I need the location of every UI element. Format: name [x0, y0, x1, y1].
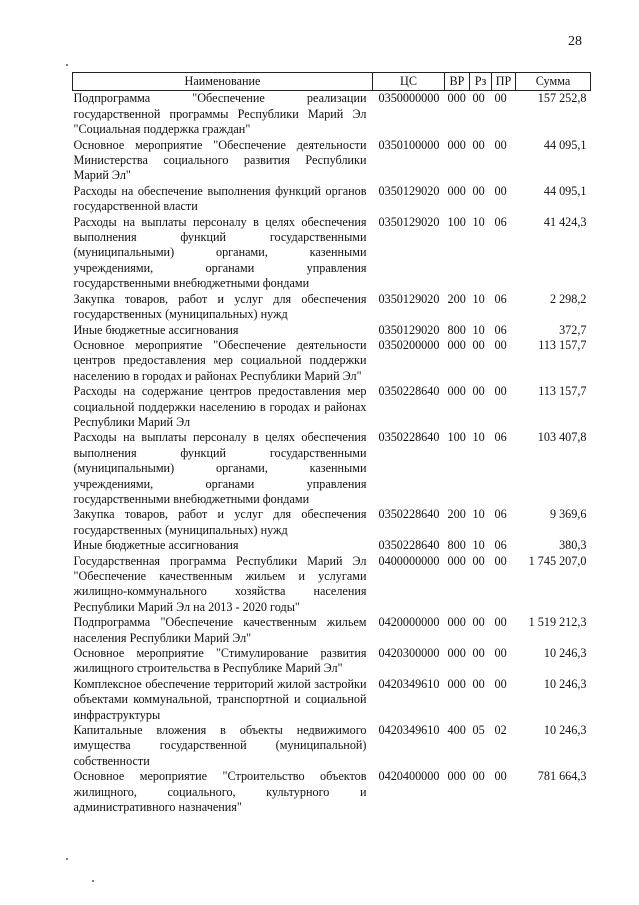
- cell-vr: 000: [447, 553, 466, 568]
- table-row: [73, 184, 591, 215]
- table-row: [73, 554, 591, 616]
- cell-sum: 1 519 212,3: [528, 615, 587, 630]
- cell-name: Капитальные вложения в объекты недвижимого имущества государственной (муниципальной) собственности: [73, 723, 367, 768]
- cell-rz: 00: [472, 615, 485, 630]
- cell-pr: 06: [494, 214, 507, 229]
- cell-pr: 06: [494, 538, 507, 553]
- cell-sum: 781 664,3: [537, 769, 587, 784]
- cell-vr: 000: [447, 384, 466, 399]
- header-pr: ПР: [492, 73, 516, 91]
- cell-rz: 10: [472, 538, 485, 553]
- header-name: Наименование: [73, 73, 373, 91]
- cell-cs: 0350129020: [378, 214, 440, 229]
- cell-sum: 2 298,2: [549, 291, 587, 306]
- cell-pr: 00: [494, 91, 507, 106]
- cell-sum: 41 424,3: [543, 214, 587, 229]
- cell-rz: 10: [472, 291, 485, 306]
- cell-rz: 00: [472, 384, 485, 399]
- cell-vr: 200: [447, 507, 466, 522]
- table-row: [73, 723, 591, 769]
- table-row: [73, 338, 591, 384]
- cell-sum: 44 095,1: [543, 137, 587, 152]
- cell-sum: 103 407,8: [537, 430, 587, 445]
- cell-pr: 06: [494, 430, 507, 445]
- cell-sum: 9 369,6: [549, 507, 587, 522]
- cell-pr: 00: [494, 769, 507, 784]
- cell-pr: 06: [494, 322, 507, 337]
- header-vr: ВР: [445, 73, 470, 91]
- table-row: [73, 91, 591, 138]
- cell-rz: 00: [472, 91, 485, 106]
- cell-cs: 0420400000: [378, 769, 440, 784]
- cell-rz: 10: [472, 507, 485, 522]
- cell-cs: 0350100000: [378, 137, 440, 152]
- cell-cs: 0350129020: [378, 322, 440, 337]
- cell-vr: 100: [447, 430, 466, 445]
- cell-vr: 000: [447, 615, 466, 630]
- cell-rz: 00: [472, 337, 485, 352]
- cell-rz: 00: [472, 769, 485, 784]
- cell-pr: 00: [494, 615, 507, 630]
- cell-sum: 10 246,3: [543, 646, 587, 661]
- table-body: [73, 91, 591, 816]
- cell-name: Основное мероприятие "Стимулирование развития жилищного строительства в Республике Марий Эл": [73, 646, 367, 676]
- cell-cs: 0350228640: [378, 538, 440, 553]
- cell-vr: 200: [447, 291, 466, 306]
- cell-pr: 00: [494, 553, 507, 568]
- cell-rz: 00: [472, 676, 485, 691]
- cell-sum: 113 157,7: [538, 384, 587, 399]
- cell-cs: 0420349610: [378, 723, 440, 738]
- cell-vr: 000: [447, 769, 466, 784]
- scan-speck: [66, 858, 68, 860]
- cell-vr: 100: [447, 214, 466, 229]
- cell-name: Комплексное обеспечение территорий жилой застройки объектами коммунальной, транспортной и социальной инфраструктуры: [73, 676, 367, 722]
- header-rz: Рз: [470, 73, 492, 91]
- cell-rz: 10: [472, 214, 485, 229]
- table-row: [73, 646, 591, 677]
- table-row: [73, 138, 591, 184]
- cell-rz: 00: [472, 183, 485, 198]
- cell-cs: 0350228640: [378, 507, 440, 522]
- page-number: 28: [568, 34, 582, 49]
- cell-name: Основное мероприятие "Обеспечение деятельности Министерства социального развития Республики Марий Эл": [73, 137, 367, 183]
- cell-cs: 0350200000: [378, 337, 440, 352]
- cell-name: Иные бюджетные ассигнования: [73, 538, 239, 553]
- cell-rz: 00: [472, 646, 485, 661]
- cell-sum: 380,3: [559, 538, 587, 553]
- table-row: [73, 769, 591, 815]
- cell-pr: 06: [494, 291, 507, 306]
- cell-vr: 000: [447, 137, 466, 152]
- cell-rz: 00: [472, 553, 485, 568]
- cell-pr: 00: [494, 384, 507, 399]
- table-row: [73, 323, 591, 338]
- cell-cs: 0350228640: [378, 430, 440, 445]
- cell-vr: 800: [447, 538, 466, 553]
- cell-sum: 372,7: [559, 322, 587, 337]
- cell-vr: 000: [447, 337, 466, 352]
- table-row: [73, 292, 591, 323]
- table-row: [73, 677, 591, 723]
- cell-name: Основное мероприятие "Обеспечение деятельности центров предоставления мер социальной поддержки населению в городах и районах Республики Марий Эл": [73, 337, 367, 383]
- cell-name: Расходы на выплаты персоналу в целях обеспечения выполнения функций государственными (муниципальными) органами, казенными учреждениями, органами управления государственными внебюджетными фондами: [73, 430, 367, 506]
- cell-vr: 000: [447, 91, 466, 106]
- cell-cs: 0420000000: [378, 615, 440, 630]
- cell-sum: 1 745 207,0: [528, 553, 587, 568]
- cell-sum: 113 157,7: [538, 337, 587, 352]
- cell-pr: 00: [494, 646, 507, 661]
- header-cs: ЦС: [373, 73, 445, 91]
- cell-cs: 0350228640: [378, 384, 440, 399]
- table-row: [73, 507, 591, 538]
- cell-pr: 00: [494, 337, 507, 352]
- cell-vr: 000: [447, 646, 466, 661]
- cell-cs: 0420300000: [378, 646, 440, 661]
- cell-rz: 05: [472, 723, 485, 738]
- cell-name: Расходы на выплаты персоналу в целях обеспечения выполнения функций государственными (муниципальными) органами, казенными учреждениями, органами управления государственными внебюджетными фондами: [73, 214, 367, 291]
- cell-pr: 06: [494, 507, 507, 522]
- cell-sum: 10 246,3: [543, 723, 587, 738]
- cell-rz: 10: [472, 322, 485, 337]
- cell-vr: 400: [447, 723, 466, 738]
- cell-name: Подпрограмма "Обеспечение реализации государственной программы Республики Марий Эл "Социальная поддержка граждан": [73, 91, 367, 137]
- cell-vr: 000: [447, 183, 466, 198]
- cell-pr: 00: [494, 137, 507, 152]
- table-row: [73, 215, 591, 292]
- scan-speck: [66, 64, 68, 66]
- scan-speck: [92, 880, 94, 882]
- cell-vr: 800: [447, 322, 466, 337]
- cell-sum: 44 095,1: [543, 183, 587, 198]
- cell-rz: 00: [472, 137, 485, 152]
- cell-cs: 0400000000: [378, 553, 440, 568]
- table-row: [73, 538, 591, 553]
- cell-cs: 0350129020: [378, 183, 440, 198]
- cell-name: Расходы на обеспечение выполнения функций органов государственной власти: [73, 183, 367, 214]
- cell-name: Закупка товаров, работ и услуг для обеспечения государственных (муниципальных) нужд: [73, 291, 367, 322]
- cell-name: Подпрограмма "Обеспечение качественным жильем населения Республики Марий Эл": [73, 615, 367, 645]
- cell-pr: 00: [494, 676, 507, 691]
- cell-rz: 10: [472, 430, 485, 445]
- table-header: [73, 73, 591, 91]
- table-row: [73, 384, 591, 430]
- cell-name: Основное мероприятие "Строительство объектов жилищного, социального, культурного и административного назначения": [73, 769, 367, 815]
- cell-pr: 02: [494, 723, 507, 738]
- cell-name: Закупка товаров, работ и услуг для обеспечения государственных (муниципальных) нужд: [73, 507, 367, 537]
- cell-name: Иные бюджетные ассигнования: [73, 322, 239, 337]
- cell-cs: 0350000000: [378, 91, 440, 106]
- cell-cs: 0350129020: [378, 291, 440, 306]
- budget-table: [72, 72, 591, 816]
- cell-name: Расходы на содержание центров предоставления мер социальной поддержки населению в городах и районах Республики Марий Эл: [73, 384, 367, 429]
- cell-vr: 000: [447, 676, 466, 691]
- cell-sum: 10 246,3: [543, 676, 587, 691]
- table-row: [73, 615, 591, 646]
- cell-name: Государственная программа Республики Марий Эл "Обеспечение качественным жильем и услугами жилищно-коммунального хозяйства населения Республики Марий Эл на 2013 - 2020 годы": [73, 553, 367, 614]
- cell-pr: 00: [494, 183, 507, 198]
- cell-sum: 157 252,8: [537, 91, 587, 106]
- table-row: [73, 430, 591, 507]
- header-sum: Сумма: [516, 73, 591, 91]
- cell-cs: 0420349610: [378, 676, 440, 691]
